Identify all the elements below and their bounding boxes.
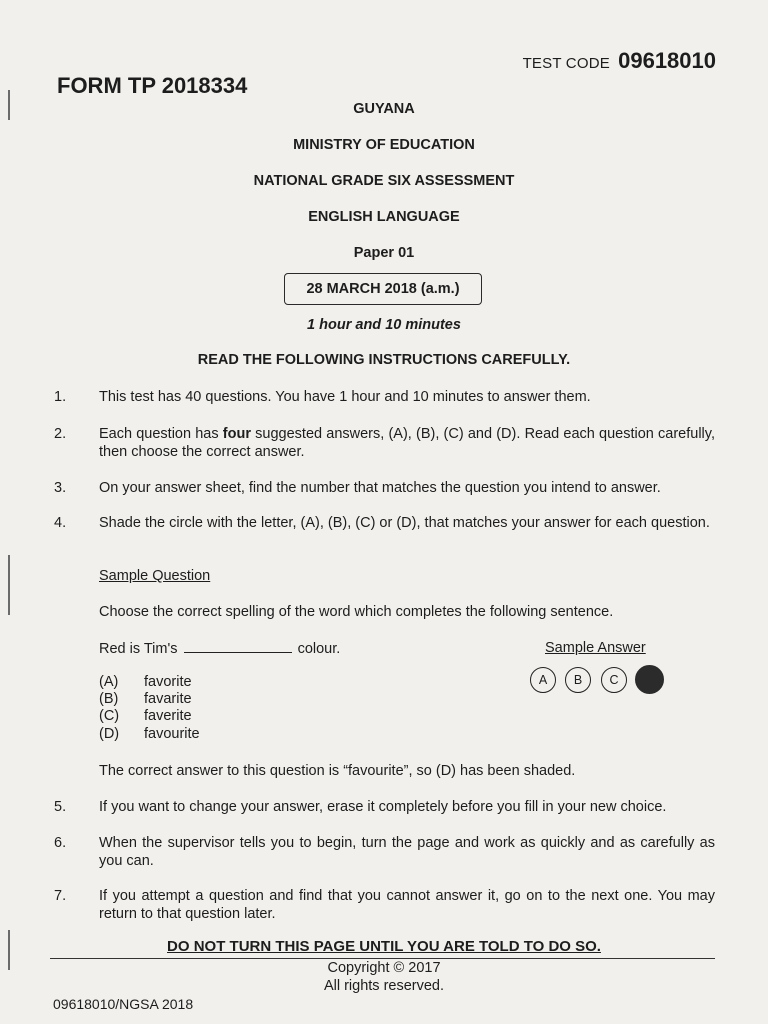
- sample-answer-heading: Sample Answer: [545, 640, 646, 656]
- sample-sentence: [99, 639, 340, 658]
- instruction-item: [50, 479, 715, 497]
- instruction-number: 4.: [54, 515, 67, 531]
- sample-answer-bubbles: [530, 667, 670, 697]
- instruction-emphasis: four: [222, 426, 251, 442]
- copyright: Copyright © 2017: [327, 960, 441, 976]
- test-code-label: TEST CODE: [522, 55, 610, 72]
- instruction-item: [50, 425, 715, 461]
- footer-code: 09618010/NGSA 2018: [53, 996, 194, 1012]
- exam-date: 28 MARCH 2018 (a.m.): [306, 281, 460, 297]
- instruction-number: 7.: [54, 888, 67, 904]
- sample-sentence-end: colour.: [297, 641, 341, 657]
- instruction-text: Shade the circle with the letter, (A), (B), (C) or (D), that matches your answer for each question.: [99, 515, 710, 531]
- option-letter: (B): [99, 691, 119, 707]
- footer-divider: [50, 958, 715, 959]
- answer-bubble-b: B: [565, 667, 591, 693]
- instruction-item: [50, 834, 715, 870]
- instruction-number: 6.: [54, 835, 67, 851]
- sample-option: [99, 691, 192, 709]
- instructions-heading: READ THE FOLLOWING INSTRUCTIONS CAREFULLY.: [197, 352, 571, 368]
- test-code-number: 09618010: [618, 48, 716, 73]
- rights-reserved: All rights reserved.: [323, 978, 445, 994]
- answer-bubble-a: A: [530, 667, 556, 693]
- sample-option: [99, 708, 192, 726]
- option-text: favarite: [144, 691, 192, 707]
- option-text: faverite: [144, 708, 192, 724]
- margin-mark: [8, 555, 10, 615]
- sample-explanation: The correct answer to this question is “favourite”, so (D) has been shaded.: [99, 763, 576, 779]
- answer-bubble-d-shaded: [635, 665, 664, 694]
- paper-number: Paper 01: [353, 245, 415, 261]
- instruction-number: 5.: [54, 799, 67, 815]
- form-tp: FORM TP 2018334: [57, 73, 248, 98]
- ministry: MINISTRY OF EDUCATION: [293, 137, 475, 153]
- exam-duration: 1 hour and 10 minutes: [307, 317, 461, 333]
- answer-blank: [184, 639, 292, 653]
- option-text: favourite: [144, 726, 200, 742]
- sample-option: [99, 674, 192, 692]
- instruction-item: [50, 388, 715, 406]
- instruction-item: [50, 887, 715, 923]
- answer-bubble-c: C: [601, 667, 627, 693]
- assessment-title: NATIONAL GRADE SIX ASSESSMENT: [253, 173, 515, 189]
- test-code: [523, 48, 716, 74]
- instruction-text: When the supervisor tells you to begin, turn the page and work as quickly and as carefully as you can.: [99, 835, 715, 869]
- do-not-turn-warning: [0, 938, 768, 955]
- instruction-text: [99, 425, 715, 461]
- instruction-number: 1.: [54, 389, 67, 405]
- option-letter: (C): [99, 708, 120, 724]
- option-text: favorite: [144, 674, 192, 690]
- warning-text: DO NOT TURN THIS PAGE UNTIL YOU ARE TOLD TO DO SO.: [167, 938, 601, 955]
- instruction-text-part: suggested answers, (A), (B), (C) and (D). Read each question carefully, then choose the correct answer.: [99, 426, 715, 460]
- instruction-text: On your answer sheet, find the number that matches the question you intend to answer.: [99, 480, 661, 496]
- exam-date-box: [284, 273, 482, 305]
- sample-sentence-start: Red is Tim's: [99, 641, 178, 657]
- option-letter: (A): [99, 674, 119, 690]
- sample-question-heading: Sample Question: [99, 568, 211, 584]
- instruction-item: [50, 514, 715, 532]
- subject-title: ENGLISH LANGUAGE: [308, 209, 460, 225]
- instruction-text: If you attempt a question and find that you cannot answer it, go on to the next one. You may return to that question later.: [99, 888, 715, 922]
- option-letter: (D): [99, 726, 120, 742]
- instruction-number: 2.: [54, 426, 67, 442]
- instruction-text-part: Each question has: [99, 426, 223, 442]
- sample-question-prompt: Choose the correct spelling of the word which completes the following sentence.: [99, 604, 614, 620]
- instruction-item: [50, 798, 715, 816]
- instruction-text: This test has 40 questions. You have 1 hour and 10 minutes to answer them.: [99, 389, 591, 405]
- sample-option: [99, 726, 200, 744]
- instruction-text: If you want to change your answer, erase it completely before you fill in your new choice.: [99, 799, 667, 815]
- country: GUYANA: [353, 101, 415, 117]
- instruction-number: 3.: [54, 480, 67, 496]
